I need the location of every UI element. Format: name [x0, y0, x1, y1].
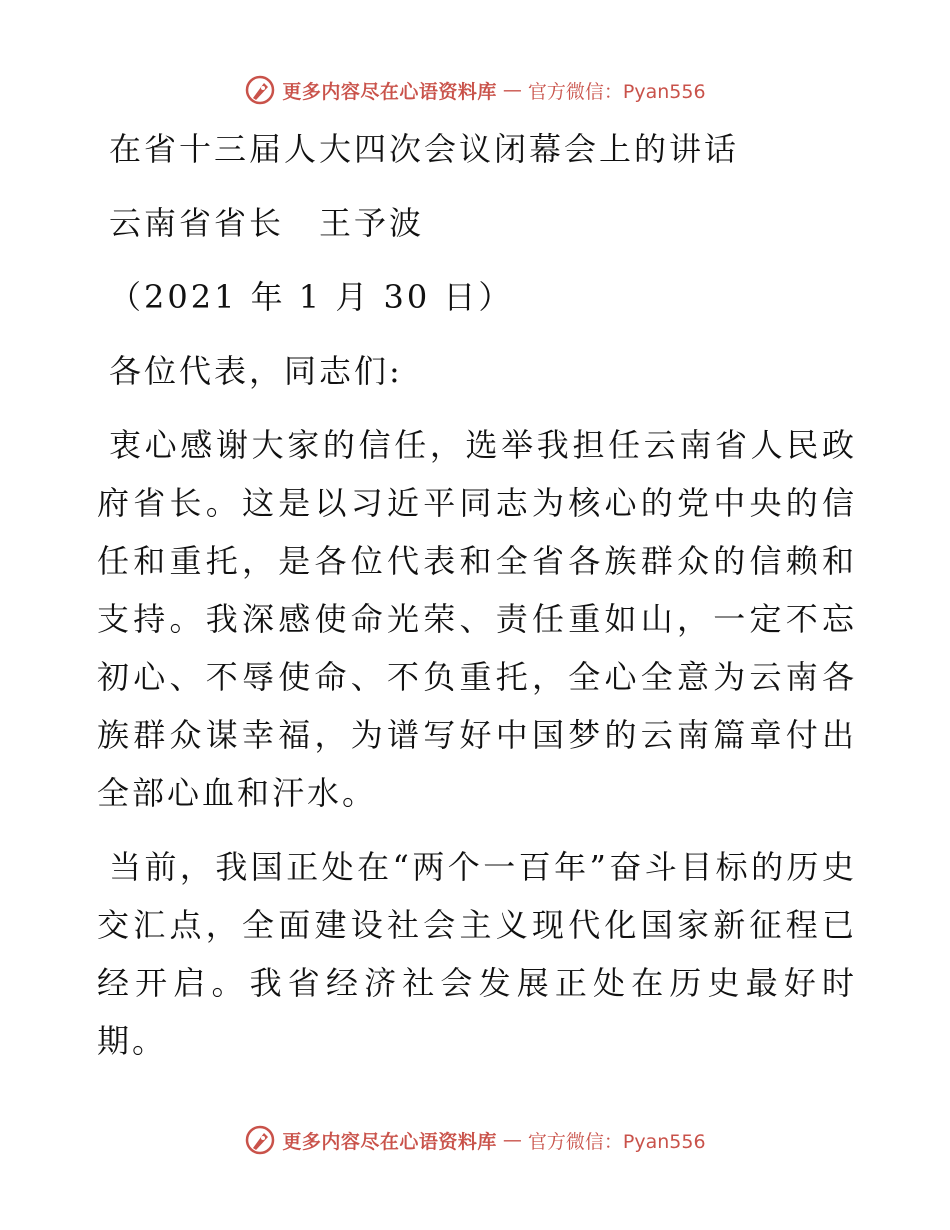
document-date: （2021 年 1 月 30 日）	[109, 278, 514, 316]
document-body	[97, 120, 857, 1070]
footer-watermark	[0, 1120, 950, 1160]
watermark-text: 更多内容尽在心语资料库	[282, 80, 497, 103]
paragraph: 当前，我国正处在“两个一百年”奋斗目标的历史交汇点，全面建设社会主义现代化国家新征程已经开启。我省经济社会发展正处在历史最好时期。	[97, 848, 857, 1060]
watermark-wechat: 官方微信：Pyan556	[527, 1130, 706, 1153]
pen-nib-logo-icon	[244, 74, 276, 106]
document-speaker: 云南省省长 王予波	[109, 204, 425, 242]
document-salutation: 各位代表，同志们:	[109, 352, 403, 390]
watermark-separator: —	[502, 1129, 522, 1151]
paragraph: 衷心感谢大家的信任，选举我担任云南省人民政府省长。这是以习近平同志为核心的党中央的信任和重托，是各位代表和全省各族群众的信赖和支持。我深感使命光荣、责任重如山，一定不忘初心、不辱使命、不负重托，全心全意为云南各族群众谋幸福，为谱写好中国梦的云南篇章付出全部心血和汗水。	[97, 426, 857, 812]
pen-nib-logo-icon	[244, 1124, 276, 1156]
watermark-text: 更多内容尽在心语资料库	[282, 1130, 497, 1153]
watermark-wechat: 官方微信：Pyan556	[527, 80, 706, 103]
header-watermark	[0, 70, 950, 110]
document-title: 在省十三届人大四次会议闭幕会上的讲话	[109, 130, 740, 168]
watermark-separator: —	[502, 79, 522, 101]
